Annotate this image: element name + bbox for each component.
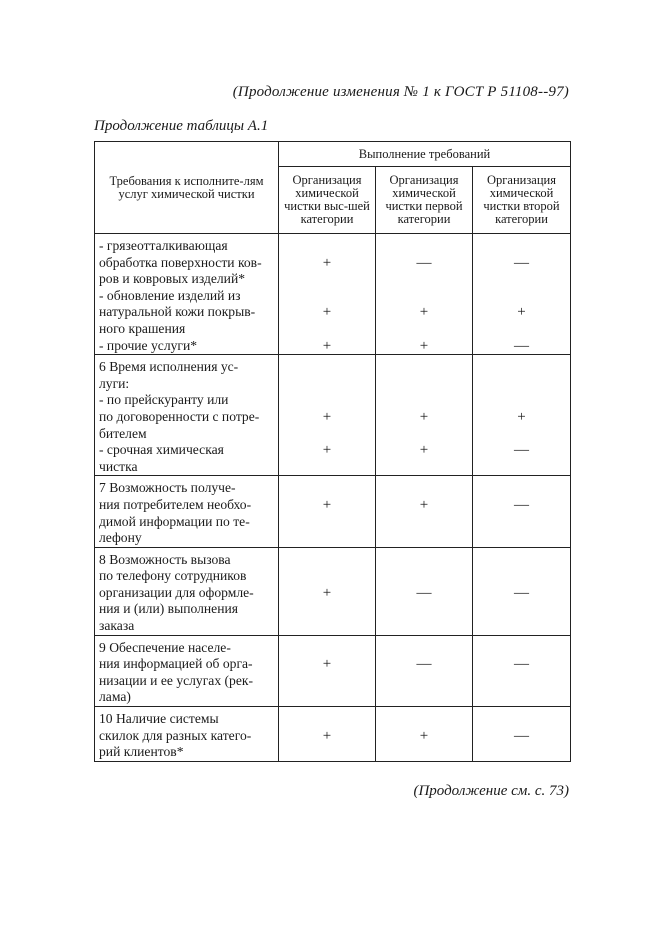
requirement-line: лефону (99, 530, 142, 546)
fulfilment-mark: + (322, 727, 332, 744)
fulfilment-mark: — (514, 337, 529, 354)
fulfilment-mark: — (514, 442, 529, 459)
fulfilment-mark: + (322, 408, 332, 425)
requirement-line: натуральной кожи покрыв- (99, 304, 256, 320)
fulfilment-cell-category-3 (473, 635, 571, 706)
fulfilment-cell-category-1 (279, 476, 376, 547)
fulfilment-mark: — (416, 254, 432, 271)
requirement-line: - по прейскуранту или (99, 392, 229, 408)
fulfilment-mark (473, 321, 570, 338)
table-body (95, 234, 571, 762)
table-row (95, 355, 571, 476)
fulfilment-mark (279, 568, 375, 585)
requirement-line: обработка поверхности ков- (99, 254, 262, 270)
fulfilment-mark (473, 673, 570, 690)
requirement-line: бителем (99, 425, 147, 441)
requirement-line: 8 Возможность вызова (99, 551, 231, 567)
requirement-line: низации и ее услугах (рек- (99, 672, 254, 688)
fulfilment-mark (473, 689, 570, 706)
fulfilment-mark (279, 514, 375, 531)
fulfilment-mark (473, 568, 570, 585)
fulfilment-mark: — (514, 727, 529, 744)
requirement-line: ров и ковровых изделий* (99, 271, 246, 287)
fulfilment-mark (473, 711, 570, 728)
fulfilment-mark (279, 744, 375, 761)
fulfilment-mark (473, 601, 570, 618)
fulfilment-mark (376, 552, 472, 569)
fulfilment-mark: + (322, 584, 332, 601)
fulfilment-mark (376, 271, 472, 288)
header-requirements: Требования к исполните-лям услуг химической чистки (95, 142, 279, 234)
fulfilment-mark (376, 426, 472, 443)
fulfilment-mark: + (419, 496, 429, 513)
requirement-line: лама) (99, 689, 131, 705)
fulfilment-mark (473, 376, 570, 393)
requirement-cell (95, 707, 279, 762)
fulfilment-mark: + (322, 656, 332, 673)
fulfilment-mark (376, 288, 472, 305)
table-row (95, 635, 571, 706)
requirement-line: - прочие услуги* (99, 337, 198, 353)
fulfilment-mark (376, 640, 472, 657)
requirement-line: организации для оформле- (99, 584, 254, 600)
requirement-line: луги: (99, 375, 130, 391)
fulfilment-mark (279, 480, 375, 497)
fulfilment-cell-category-2 (376, 476, 473, 547)
fulfilment-cell-category-2 (376, 635, 473, 706)
fulfilment-mark: + (419, 337, 429, 354)
fulfilment-mark (279, 530, 375, 547)
fulfilment-mark (279, 673, 375, 690)
fulfilment-mark: — (514, 254, 529, 271)
fulfilment-mark (376, 618, 472, 635)
fulfilment-cell-category-3 (473, 707, 571, 762)
fulfilment-mark (473, 640, 570, 657)
requirement-line: - обновление изделий из (99, 287, 241, 303)
fulfilment-cell-category-2 (376, 234, 473, 355)
table-row (95, 476, 571, 547)
fulfilment-mark (279, 392, 375, 409)
fulfilment-mark: — (514, 584, 529, 601)
fulfilment-mark (473, 744, 570, 761)
fulfilment-mark: + (322, 254, 332, 271)
fulfilment-mark (376, 459, 472, 476)
requirement-cell (95, 355, 279, 476)
fulfilment-mark (473, 530, 570, 547)
requirement-line: - грязеотталкивающая (99, 238, 228, 253)
fulfilment-cell-category-2 (376, 547, 473, 635)
fulfilment-mark: + (517, 304, 526, 321)
requirement-line: - срочная химическая (99, 442, 224, 458)
fulfilment-cell-category-1 (279, 234, 376, 355)
fulfilment-mark (376, 392, 472, 409)
fulfilment-mark (279, 288, 375, 305)
fulfilment-mark (376, 480, 472, 497)
requirement-cell (95, 547, 279, 635)
requirement-line: 10 Наличие системы (99, 711, 219, 727)
requirement-line: 6 Время исполнения ус- (99, 359, 239, 375)
table-row (95, 547, 571, 635)
fulfilment-mark (279, 689, 375, 706)
requirement-line: 7 Возможность получе- (99, 480, 236, 496)
fulfilment-cell-category-2 (376, 355, 473, 476)
fulfilment-mark: — (514, 656, 529, 673)
fulfilment-mark: + (322, 496, 332, 513)
fulfilment-mark (279, 711, 375, 728)
requirement-line: по телефону сотрудников (99, 568, 247, 584)
fulfilment-mark (376, 321, 472, 338)
fulfilment-mark (376, 689, 472, 706)
fulfilment-mark (376, 530, 472, 547)
fulfilment-mark (279, 552, 375, 569)
fulfilment-mark: + (322, 442, 332, 459)
fulfilment-cell-category-3 (473, 476, 571, 547)
fulfilment-mark (473, 392, 570, 409)
fulfilment-mark (473, 459, 570, 476)
fulfilment-cell-category-1 (279, 707, 376, 762)
table-row (95, 234, 571, 355)
requirement-cell (95, 476, 279, 547)
fulfilment-mark (473, 480, 570, 497)
fulfilment-mark: + (419, 304, 429, 321)
fulfilment-mark (473, 288, 570, 305)
page-header-note: (Продолжение изменения № 1 к ГОСТ Р 51108--97) (232, 84, 569, 100)
fulfilment-cell-category-2 (376, 707, 473, 762)
header-category-highest: Организация химической чистки выс-шей категории (279, 167, 376, 234)
fulfilment-cell-category-1 (279, 355, 376, 476)
table-row (95, 707, 571, 762)
fulfilment-mark (279, 238, 375, 255)
requirements-table (94, 141, 571, 762)
fulfilment-mark: + (322, 304, 332, 321)
page-footer-note: (Продолжение см. с. 73) (413, 783, 569, 799)
fulfilment-mark: + (419, 727, 429, 744)
fulfilment-mark (279, 426, 375, 443)
fulfilment-mark (279, 640, 375, 657)
requirement-line: скилок для разных катего- (99, 727, 252, 743)
fulfilment-mark (473, 514, 570, 531)
fulfilment-mark (376, 568, 472, 585)
fulfilment-mark (279, 271, 375, 288)
fulfilment-mark (473, 618, 570, 635)
fulfilment-cell-category-3 (473, 547, 571, 635)
fulfilment-mark (279, 359, 375, 376)
header-category-second: Организация химической чистки второй категории (473, 167, 571, 234)
fulfilment-mark (473, 238, 570, 255)
fulfilment-mark: — (416, 656, 432, 673)
requirement-line: ния информацией об орга- (99, 656, 253, 672)
requirement-line: ния потребителем необхо- (99, 496, 252, 512)
fulfilment-mark (279, 601, 375, 618)
requirement-line: рий клиентов* (99, 744, 184, 760)
fulfilment-mark (376, 238, 472, 255)
fulfilment-mark (376, 514, 472, 531)
fulfilment-mark (473, 359, 570, 376)
fulfilment-mark (473, 426, 570, 443)
fulfilment-mark (376, 359, 472, 376)
fulfilment-mark (473, 552, 570, 569)
requirement-line: ния и (или) выполнения (99, 601, 238, 617)
fulfilment-mark (376, 711, 472, 728)
requirement-cell (95, 234, 279, 355)
fulfilment-cell-category-1 (279, 635, 376, 706)
requirement-line: по договоренности с потре- (99, 408, 260, 424)
fulfilment-mark (376, 673, 472, 690)
fulfilment-mark (279, 376, 375, 393)
header-fulfilment-group: Выполнение требований (279, 142, 571, 167)
fulfilment-cell-category-1 (279, 547, 376, 635)
fulfilment-mark (376, 601, 472, 618)
fulfilment-mark: + (517, 408, 526, 425)
requirement-cell (95, 635, 279, 706)
fulfilment-mark: — (416, 584, 432, 601)
fulfilment-mark (376, 376, 472, 393)
table-caption: Продолжение таблицы А.1 (94, 118, 269, 134)
fulfilment-mark (473, 271, 570, 288)
header-category-first: Организация химической чистки первой категории (376, 167, 473, 234)
fulfilment-mark: + (322, 337, 332, 354)
requirement-line: заказа (99, 618, 135, 634)
fulfilment-mark: — (514, 496, 529, 513)
fulfilment-cell-category-3 (473, 355, 571, 476)
requirement-line: чистка (99, 458, 138, 474)
fulfilment-mark: + (419, 408, 429, 425)
requirement-line: димой информации по те- (99, 513, 250, 529)
fulfilment-mark (279, 459, 375, 476)
requirement-line: 9 Обеспечение населе- (99, 639, 231, 655)
fulfilment-mark (279, 618, 375, 635)
fulfilment-mark (376, 744, 472, 761)
fulfilment-cell-category-3 (473, 234, 571, 355)
fulfilment-mark: + (419, 442, 429, 459)
requirement-line: ного крашения (99, 320, 186, 336)
fulfilment-mark (279, 321, 375, 338)
